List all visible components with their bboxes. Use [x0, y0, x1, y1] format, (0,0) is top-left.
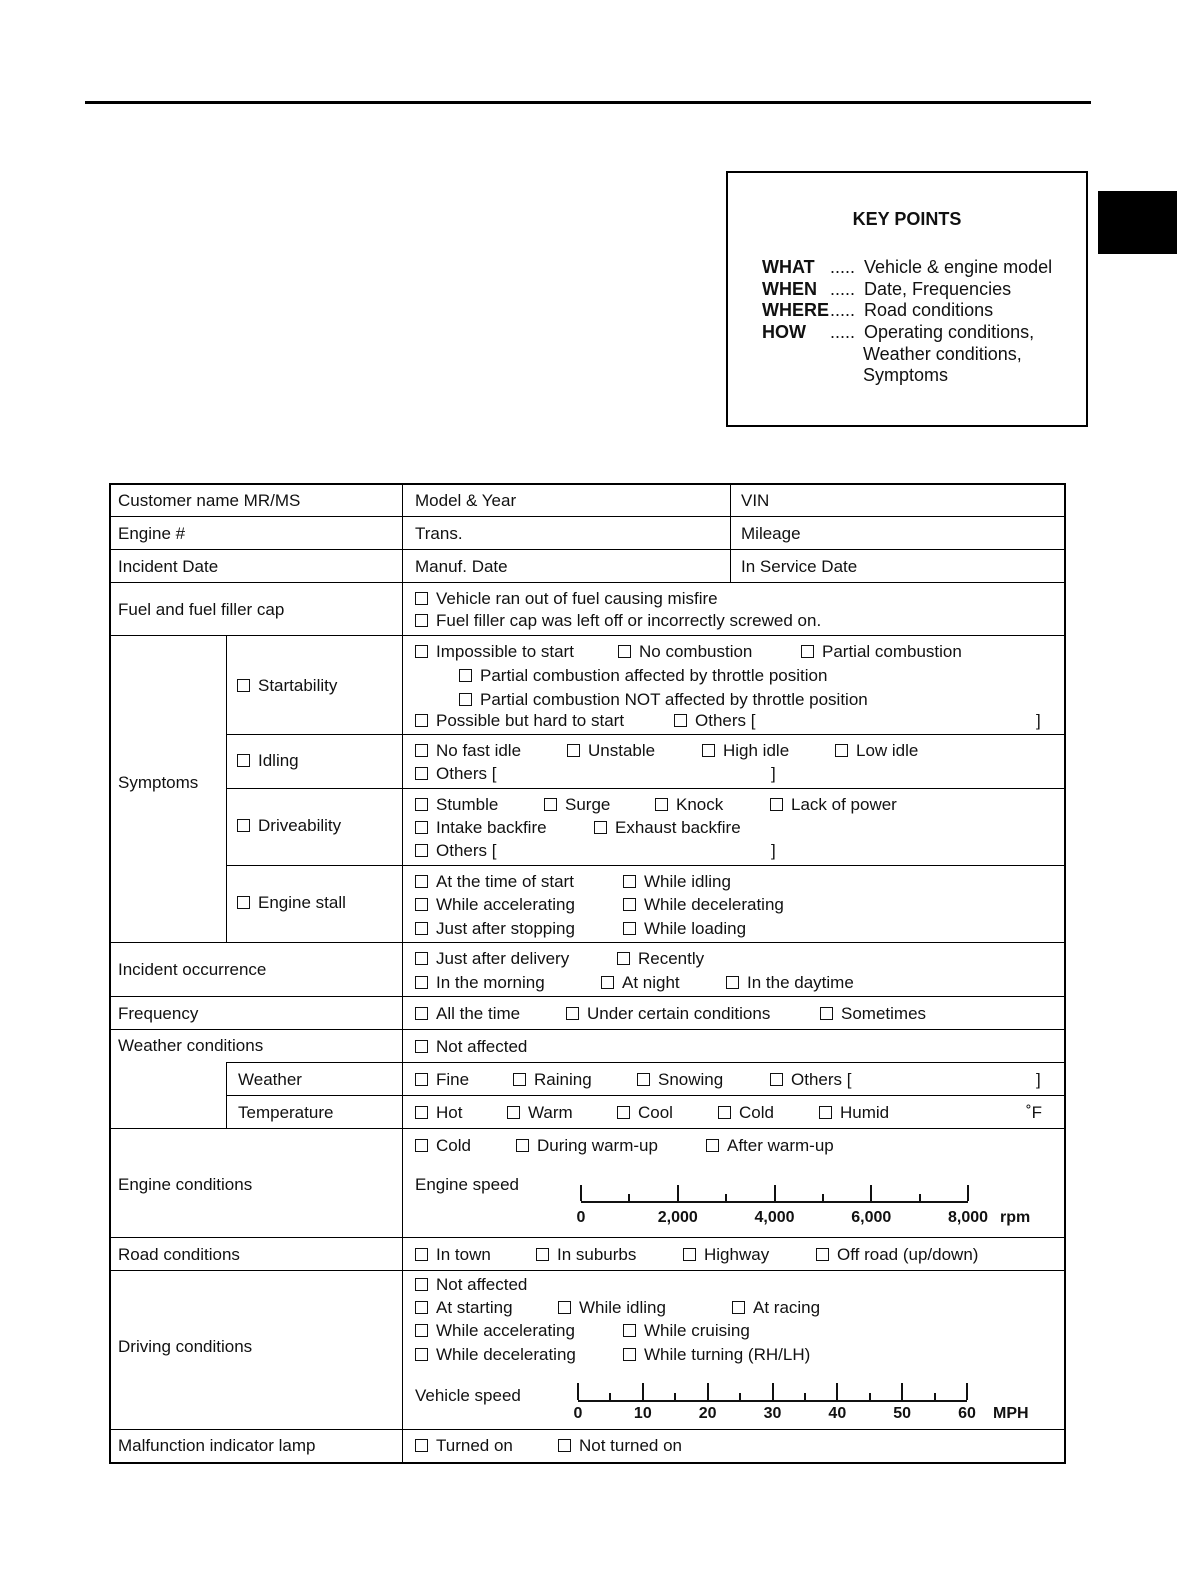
checkbox[interactable]: [623, 875, 636, 888]
checkbox[interactable]: [237, 679, 250, 692]
low-idle-option[interactable]: Low idle: [835, 741, 918, 761]
key-point-how-cont-1: Weather conditions,: [863, 344, 1022, 364]
off-road-option[interactable]: Off road (up/down): [816, 1245, 978, 1265]
scale-major-tick: [870, 1185, 872, 1201]
key-point-what: WHAT ..... Vehicle & engine model: [762, 257, 1053, 277]
row-divider: [111, 1429, 1064, 1430]
scale-minor-tick: [934, 1393, 936, 1400]
scale-unit-label: rpm: [1000, 1209, 1031, 1226]
checkbox[interactable]: [732, 1301, 745, 1314]
key-point-when: WHEN ..... Date, Frequencies: [762, 279, 1012, 299]
checkbox[interactable]: [415, 1348, 428, 1361]
checkbox[interactable]: [770, 798, 783, 811]
engine-stall-option[interactable]: Engine stall: [237, 893, 346, 913]
checkbox[interactable]: [415, 614, 428, 627]
checkbox[interactable]: [459, 693, 472, 706]
manuf-date-label: Manuf. Date: [415, 557, 508, 576]
road-conditions-label: Road conditions: [118, 1245, 240, 1264]
bracket-close: ]: [1036, 1070, 1041, 1089]
checkbox[interactable]: [415, 1301, 428, 1314]
scale-tick-label: 4,000: [754, 1209, 795, 1226]
scale-tick-label: 0: [576, 1209, 586, 1226]
key-point-how-cont-2: Symptoms: [863, 365, 949, 385]
column-divider: [226, 635, 227, 942]
driving-while-accelerating-option[interactable]: While accelerating: [415, 1321, 575, 1341]
checkbox[interactable]: [617, 1106, 630, 1119]
engine-number-label: Engine #: [118, 524, 186, 543]
checkbox[interactable]: [835, 744, 848, 757]
hot-option[interactable]: Hot: [415, 1103, 462, 1123]
checkbox[interactable]: [706, 1139, 719, 1152]
scale-baseline: [578, 1400, 967, 1402]
no-fast-idle-option[interactable]: No fast idle: [415, 741, 521, 761]
in-service-date-label: In Service Date: [741, 557, 858, 576]
checkbox[interactable]: [415, 821, 428, 834]
scale-major-tick: [580, 1185, 582, 1201]
at-racing-option[interactable]: At racing: [732, 1298, 820, 1318]
checkbox[interactable]: [415, 1139, 428, 1152]
scale-minor-tick: [739, 1393, 741, 1400]
fuel-ran-out-option[interactable]: Vehicle ran out of fuel causing misfire: [415, 589, 718, 609]
unstable-option[interactable]: Unstable: [567, 741, 655, 761]
top-rule: [85, 101, 1091, 104]
bracket-close: ]: [771, 841, 776, 860]
surge-option[interactable]: Surge: [544, 795, 610, 815]
scale-major-tick: [577, 1383, 579, 1400]
checkbox[interactable]: [819, 1106, 832, 1119]
impossible-to-start-option[interactable]: Impossible to start: [415, 642, 574, 662]
checkbox[interactable]: [415, 1278, 428, 1291]
idling-option[interactable]: Idling: [237, 751, 299, 771]
bracket-close: ]: [771, 764, 776, 783]
scale-minor-tick: [628, 1194, 630, 1201]
scale-baseline: [581, 1201, 968, 1203]
scale-tick-label: 30: [763, 1405, 782, 1422]
driveability-option[interactable]: Driveability: [237, 816, 341, 836]
after-warm-up-option[interactable]: After warm-up: [706, 1136, 834, 1156]
fuel-label: Fuel and fuel filler cap: [118, 600, 285, 619]
in-the-daytime-option[interactable]: In the daytime: [726, 973, 854, 993]
checkbox[interactable]: [601, 976, 614, 989]
checkbox[interactable]: [237, 754, 250, 767]
checkbox[interactable]: [415, 1007, 428, 1020]
checkbox[interactable]: [801, 645, 814, 658]
while-turning-option[interactable]: While turning (RH/LH): [623, 1345, 810, 1365]
scale-minor-tick: [869, 1393, 871, 1400]
mileage-label: Mileage: [741, 524, 801, 543]
scale-major-tick: [772, 1383, 774, 1400]
at-time-of-start-option[interactable]: At the time of start: [415, 872, 574, 892]
driveability-others-option[interactable]: Others [: [415, 841, 496, 861]
checkbox[interactable]: [674, 714, 687, 727]
checkbox[interactable]: [415, 875, 428, 888]
checkbox[interactable]: [415, 922, 428, 935]
engine-conditions-label: Engine conditions: [118, 1175, 253, 1194]
checkbox[interactable]: [237, 896, 250, 909]
scale-tick-label: 2,000: [657, 1209, 698, 1226]
in-the-morning-option[interactable]: In the morning: [415, 973, 545, 993]
stall-while-idling-option[interactable]: While idling: [623, 872, 731, 892]
intake-backfire-option[interactable]: Intake backfire: [415, 818, 547, 838]
incident-date-label: Incident Date: [118, 557, 219, 576]
startability-option[interactable]: Startability: [237, 676, 337, 696]
during-warm-up-option[interactable]: During warm-up: [516, 1136, 658, 1156]
checkbox[interactable]: [623, 1348, 636, 1361]
column-divider: [226, 1062, 227, 1128]
checkbox[interactable]: [617, 952, 630, 965]
scale-major-tick: [836, 1383, 838, 1400]
fine-option[interactable]: Fine: [415, 1070, 469, 1090]
checkbox[interactable]: [415, 952, 428, 965]
section-tab-marker: [1098, 191, 1177, 254]
row-divider: [111, 1270, 1064, 1271]
sometimes-option[interactable]: Sometimes: [820, 1004, 926, 1024]
checkbox[interactable]: [415, 744, 428, 757]
checkbox[interactable]: [415, 1324, 428, 1337]
checkbox[interactable]: [415, 898, 428, 911]
vehicle-speed-scale: [573, 1383, 1038, 1428]
highway-option[interactable]: Highway: [683, 1245, 769, 1265]
checkbox[interactable]: [623, 922, 636, 935]
raining-option[interactable]: Raining: [513, 1070, 592, 1090]
row-divider: [111, 516, 1064, 517]
checkbox[interactable]: [237, 819, 250, 832]
row-divider: [226, 734, 1064, 735]
scale-tick-label: 50: [893, 1405, 912, 1422]
startability-others-option[interactable]: Others [: [674, 711, 755, 731]
no-combustion-option[interactable]: No combustion: [618, 642, 752, 662]
while-loading-option[interactable]: While loading: [623, 919, 746, 939]
checkbox[interactable]: [623, 1324, 636, 1337]
checkbox[interactable]: [594, 821, 607, 834]
checkbox[interactable]: [516, 1139, 529, 1152]
checkbox[interactable]: [415, 1040, 428, 1053]
scale-major-tick: [966, 1383, 968, 1400]
scale-major-tick: [774, 1185, 776, 1201]
checkbox[interactable]: [702, 744, 715, 757]
recently-option[interactable]: Recently: [617, 949, 704, 969]
customer-name-label: Customer name MR/MS: [118, 491, 301, 510]
checkbox[interactable]: [415, 645, 428, 658]
idling-others-option[interactable]: Others [: [415, 764, 496, 784]
scale-minor-tick: [919, 1194, 921, 1201]
checkbox[interactable]: [415, 844, 428, 857]
stall-while-accelerating-option[interactable]: While accelerating: [415, 895, 575, 915]
diagnostic-worksheet: [109, 483, 1066, 1464]
fuel-cap-option[interactable]: Fuel filler cap was left off or incorrectly screwed on.: [415, 611, 821, 631]
checkbox[interactable]: [567, 744, 580, 757]
row-divider: [111, 549, 1064, 550]
stall-while-decelerating-option[interactable]: While decelerating: [623, 895, 784, 915]
just-after-delivery-option[interactable]: Just after delivery: [415, 949, 569, 969]
model-year-label: Model & Year: [415, 491, 517, 510]
key-point-how: HOW ..... Operating conditions,: [762, 322, 1035, 342]
scale-minor-tick: [822, 1194, 824, 1201]
row-divider: [111, 1237, 1064, 1238]
engine-speed-label: Engine speed: [415, 1175, 519, 1194]
vin-label: VIN: [741, 491, 770, 510]
high-idle-option[interactable]: High idle: [702, 741, 789, 761]
driving-conditions-label: Driving conditions: [118, 1337, 253, 1356]
checkbox[interactable]: [816, 1248, 829, 1261]
row-divider: [111, 942, 1064, 943]
stumble-option[interactable]: Stumble: [415, 795, 498, 815]
temperature-label: Temperature: [238, 1103, 334, 1122]
knock-option[interactable]: Knock: [655, 795, 723, 815]
driving-not-affected-option[interactable]: Not affected: [415, 1275, 527, 1295]
checkbox[interactable]: [459, 669, 472, 682]
scale-tick-label: 0: [573, 1405, 583, 1422]
checkbox[interactable]: [415, 1248, 428, 1261]
mil-not-turned-on-option[interactable]: Not turned on: [558, 1436, 682, 1456]
checkbox[interactable]: [726, 976, 739, 989]
weather-others-option[interactable]: Others [: [770, 1070, 851, 1090]
checkbox[interactable]: [618, 645, 631, 658]
lack-of-power-option[interactable]: Lack of power: [770, 795, 897, 815]
row-divider: [226, 788, 1064, 789]
column-divider: [402, 485, 403, 1462]
bracket-close: ]: [1036, 711, 1041, 730]
cold-option[interactable]: Cold: [718, 1103, 774, 1123]
checkbox[interactable]: [415, 767, 428, 780]
scale-minor-tick: [725, 1194, 727, 1201]
at-starting-option[interactable]: At starting: [415, 1298, 513, 1318]
at-night-option[interactable]: At night: [601, 973, 680, 993]
row-divider: [226, 865, 1064, 866]
partial-combustion-option[interactable]: Partial combustion: [801, 642, 962, 662]
just-after-stopping-option[interactable]: Just after stopping: [415, 919, 575, 939]
partial-affected-option[interactable]: Partial combustion affected by throttle position: [459, 666, 827, 686]
column-divider: [730, 485, 731, 582]
driving-while-decelerating-option[interactable]: While decelerating: [415, 1345, 576, 1365]
checkbox[interactable]: [415, 714, 428, 727]
all-the-time-option[interactable]: All the time: [415, 1004, 520, 1024]
driving-while-idling-option[interactable]: While idling: [558, 1298, 666, 1318]
checkbox[interactable]: [770, 1073, 783, 1086]
engine-cold-option[interactable]: Cold: [415, 1136, 471, 1156]
row-divider: [402, 1062, 1064, 1063]
checkbox[interactable]: [683, 1248, 696, 1261]
key-points-box: [726, 171, 1088, 427]
scale-tick-label: 8,000: [947, 1209, 989, 1226]
possible-hard-start-option[interactable]: Possible but hard to start: [415, 711, 624, 731]
scale-major-tick: [967, 1185, 969, 1201]
scale-major-tick: [707, 1383, 709, 1400]
weather-label: Weather: [238, 1070, 302, 1089]
while-cruising-option[interactable]: While cruising: [623, 1321, 750, 1341]
weather-conditions-label: Weather conditions: [118, 1036, 264, 1055]
checkbox[interactable]: [415, 1106, 428, 1119]
checkbox[interactable]: [655, 798, 668, 811]
checkbox[interactable]: [718, 1106, 731, 1119]
trans-label: Trans.: [415, 524, 463, 543]
checkbox[interactable]: [637, 1073, 650, 1086]
temperature-unit: ˚F: [1026, 1103, 1043, 1122]
mil-turned-on-option[interactable]: Turned on: [415, 1436, 513, 1456]
scale-minor-tick: [609, 1393, 611, 1400]
partial-not-affected-option[interactable]: Partial combustion NOT affected by throttle position: [459, 690, 868, 710]
vehicle-speed-label: Vehicle speed: [415, 1386, 521, 1405]
frequency-label: Frequency: [118, 1004, 199, 1023]
checkbox[interactable]: [544, 798, 557, 811]
key-point-where: WHERE ..... Road conditions: [762, 300, 994, 320]
row-divider: [111, 1029, 1064, 1030]
checkbox[interactable]: [415, 798, 428, 811]
snowing-option[interactable]: Snowing: [637, 1070, 723, 1090]
in-suburbs-option[interactable]: In suburbs: [536, 1245, 636, 1265]
row-divider: [111, 582, 1064, 583]
scale-major-tick: [901, 1383, 903, 1400]
checkbox[interactable]: [415, 976, 428, 989]
checkbox[interactable]: [513, 1073, 526, 1086]
checkbox[interactable]: [415, 1439, 428, 1452]
under-certain-conditions-option[interactable]: Under certain conditions: [566, 1004, 770, 1024]
scale-tick-label: 60: [958, 1405, 976, 1422]
incident-occurrence-label: Incident occurrence: [118, 960, 267, 979]
cool-option[interactable]: Cool: [617, 1103, 673, 1123]
scale-minor-tick: [674, 1393, 676, 1400]
checkbox[interactable]: [558, 1439, 571, 1452]
exhaust-backfire-option[interactable]: Exhaust backfire: [594, 818, 741, 838]
scale-unit-label: MPH: [993, 1405, 1029, 1422]
scale-major-tick: [642, 1383, 644, 1400]
row-divider: [111, 1128, 1064, 1129]
checkbox[interactable]: [415, 592, 428, 605]
row-divider: [111, 996, 1064, 997]
row-divider: [226, 1095, 1064, 1096]
checkbox[interactable]: [558, 1301, 571, 1314]
checkbox[interactable]: [623, 898, 636, 911]
checkbox[interactable]: [820, 1007, 833, 1020]
mil-label: Malfunction indicator lamp: [118, 1436, 316, 1455]
scale-minor-tick: [804, 1393, 806, 1400]
engine-speed-scale: [576, 1185, 1031, 1235]
scale-major-tick: [677, 1185, 679, 1201]
symptoms-label: Symptoms: [118, 773, 199, 792]
checkbox[interactable]: [566, 1007, 579, 1020]
checkbox[interactable]: [536, 1248, 549, 1261]
scale-tick-label: 6,000: [851, 1209, 892, 1226]
key-points-title: KEY POINTS: [852, 209, 962, 229]
checkbox[interactable]: [507, 1106, 520, 1119]
checkbox[interactable]: [415, 1073, 428, 1086]
warm-option[interactable]: Warm: [507, 1103, 573, 1123]
scale-tick-label: 20: [698, 1405, 717, 1422]
scale-tick-label: 40: [828, 1405, 847, 1422]
in-town-option[interactable]: In town: [415, 1245, 491, 1265]
row-divider: [111, 635, 1064, 636]
scale-tick-label: 10: [633, 1405, 652, 1422]
weather-not-affected-option[interactable]: Not affected: [415, 1037, 527, 1057]
humid-option[interactable]: Humid: [819, 1103, 889, 1123]
